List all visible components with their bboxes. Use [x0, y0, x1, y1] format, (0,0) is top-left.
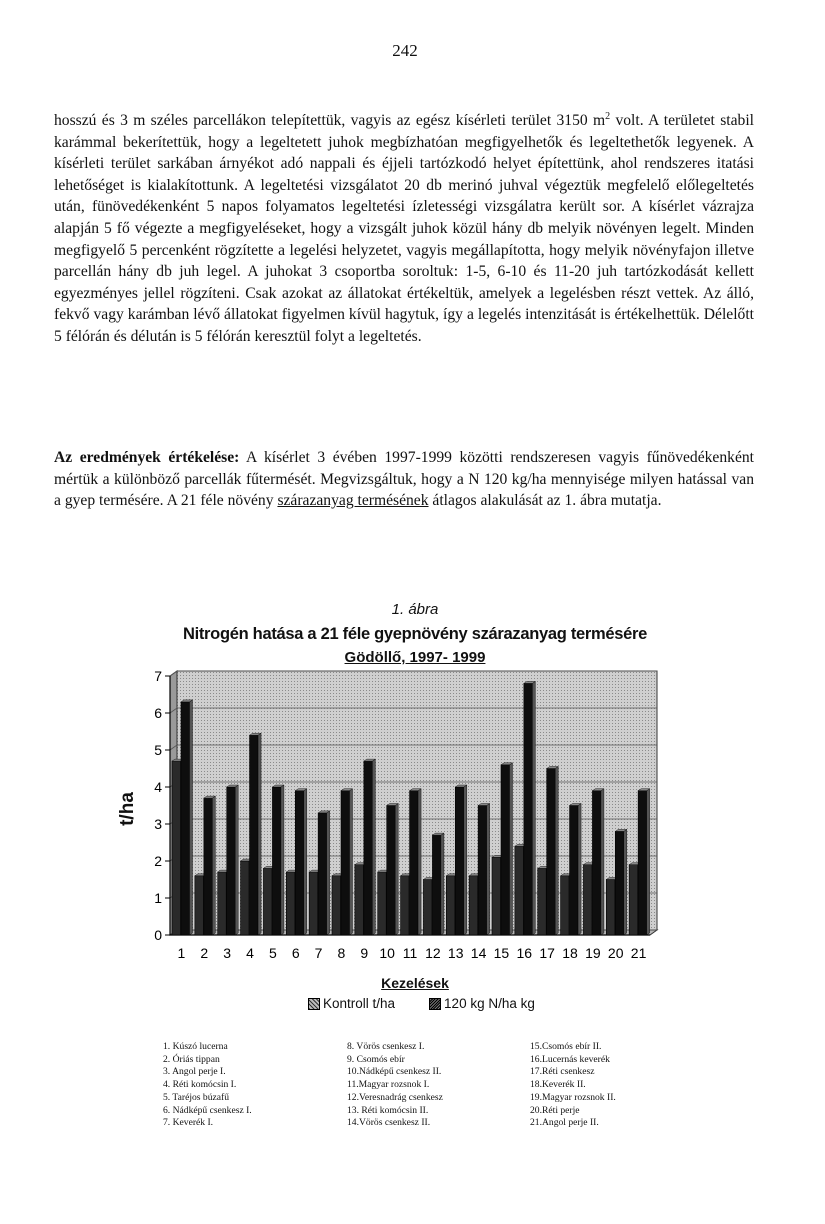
bar: [538, 868, 547, 935]
bar: [250, 735, 258, 935]
bar: [227, 787, 236, 935]
bar: [515, 846, 524, 935]
key-list-3: [530, 1041, 616, 1130]
y-tick-label: 5: [154, 742, 162, 758]
x-tick-label: 18: [562, 945, 578, 961]
figure-subtitle: Gödöllő, 1997- 1999: [344, 649, 486, 666]
bar: [524, 683, 533, 935]
bar: [432, 835, 441, 935]
key-item: 20.Réti perje: [530, 1104, 580, 1116]
key-item: 6. Nádképű csenkesz I.: [163, 1104, 252, 1116]
x-axis-label: Kezelések: [381, 975, 449, 991]
x-tick-label: 3: [223, 945, 232, 961]
x-tick-label: 10: [379, 945, 395, 961]
legend-swatch-n120: [429, 998, 441, 1010]
key-item: 13. Réti komócsin II.: [347, 1104, 429, 1116]
x-tick-label: 19: [585, 945, 601, 961]
bar: [364, 761, 373, 935]
x-tick-label: 6: [291, 945, 300, 961]
bar: [272, 787, 281, 935]
bar: [501, 765, 510, 935]
bar: [318, 813, 327, 935]
x-tick-label: 16: [516, 945, 533, 961]
x-tick-label: 17: [539, 945, 555, 961]
bar: [204, 798, 213, 935]
bar-side: [212, 796, 215, 935]
bar: [172, 761, 181, 935]
y-tick-label: 3: [154, 816, 162, 832]
bar-side: [395, 804, 398, 936]
bar: [241, 861, 250, 935]
legend-label-kontroll: Kontroll t/ha: [323, 996, 396, 1011]
bar-side: [235, 785, 238, 935]
bar: [570, 806, 579, 936]
x-tick-label: 12: [425, 945, 441, 961]
superscript: 2: [605, 110, 611, 122]
bar: [378, 872, 387, 935]
bar-side: [487, 804, 490, 936]
figure-label: 1. ábra: [391, 601, 439, 618]
results-heading: Az eredmények értékelése:: [54, 449, 240, 466]
bar-side: [441, 833, 444, 935]
bar-side: [647, 789, 650, 935]
bar: [309, 872, 318, 935]
legend-label-n120: 120 kg N/ha kg: [444, 996, 535, 1011]
bar-side: [510, 763, 513, 935]
bar: [629, 865, 638, 935]
y-axis-label-wrap: [108, 780, 148, 840]
bar: [446, 876, 455, 935]
y-tick-label: 2: [154, 853, 162, 869]
bar-side: [372, 759, 375, 935]
x-tick-label: 11: [402, 945, 418, 961]
para1-text-b: volt. A területet stabil karámmal bekerítettük, hogy a legeltetett juhok megbízhatóan megfigyelhetők és legeltethetők legyenek. A kísérleti terület sarkában árnyékot adó nappali és éjjeli tartózkodó helyet építettünk, ahol rendszeres itatási lehetőséget is kialakítottunk. A legeltetési vizsgálatot 20 db merinó juhval végeztük megfelelő előlegeltetés után, fünövedékenként 5 napos folyamatos legeltetési ízletességi vizsgálatra került sor. A kísérlet vázrajza alapján 5 fő végezte a megfigyeléseket, hogy a vizsgált juhok közül hány db melyik növényen legelt. Minden megfigyelő 5 percenként rögzítette a legelési helyzetet, vagyis megállapította, hogy melyik növényfajon illetve parcellán hány db juh legel. A juhokat 3 csoportba soroltuk: 1-5, 6-10 és 11-20 juh tartózkodását kellett egyezményes jellel rögzíteni. Csak azokat az állatokat értékeltük, amelyek a legelésben részt vettek. Az álló, fekvő vagy karámban lévő állatokat figyelmen kívül hagytuk, így a legelés intenzitását is értékelhettük. Délelőtt 5 félórán és délután is 5 félórán keresztül folyt a legeltetés.: [54, 112, 754, 345]
x-tick-label: 4: [246, 945, 254, 961]
x-tick-label: 8: [337, 945, 346, 961]
bar: [341, 791, 350, 935]
x-tick-label: 21: [630, 945, 647, 961]
para2-text-a: A kísérlet 3 évében 1997-1999 közötti rendszeresen vagyis fűnövedékenként mértük a különböző parcellák fűtermését. Megvizsgáltuk, hogy a N 120 kg/ha mennyisége milyen hatással van a gyep termésére. A 21 féle növény: [54, 449, 754, 510]
bar-side: [464, 785, 467, 935]
key-item: 3. Angol perje I.: [163, 1066, 226, 1078]
bar: [492, 857, 501, 935]
x-tick-label: 13: [447, 945, 464, 961]
y-tick-label: 0: [154, 927, 162, 943]
bar-side: [601, 789, 604, 935]
key-item: 10.Nádképű csenkesz II.: [347, 1066, 442, 1078]
para2-text-b: átlagos alakulását az 1. ábra mutatja.: [428, 492, 662, 510]
bar: [218, 872, 227, 935]
bar: [355, 865, 364, 935]
bar: [583, 865, 592, 935]
key-item: 21.Angol perje II.: [530, 1117, 599, 1129]
bar: [263, 868, 272, 935]
bar: [181, 702, 190, 935]
bar: [195, 876, 204, 935]
bar: [332, 876, 341, 935]
bar: [469, 876, 478, 935]
key-item: 15.Csomós ebír II.: [530, 1041, 602, 1052]
y-tick-label: 4: [154, 779, 162, 795]
bar: [387, 806, 396, 936]
y-tick-label: 7: [154, 668, 162, 684]
page-number: 242: [392, 41, 418, 60]
key-item: 9. Csomós ebír: [347, 1053, 405, 1065]
x-tick-label: 9: [360, 945, 369, 961]
key-item: 4. Réti komócsin I.: [163, 1079, 237, 1091]
legend-item-kontroll: [308, 996, 395, 1011]
bar-side: [258, 733, 261, 935]
key-item: 16.Lucernás keverék: [530, 1053, 610, 1065]
bar: [547, 769, 556, 936]
bar: [401, 876, 410, 935]
x-tick-label: 14: [470, 945, 487, 961]
bar-side: [532, 681, 535, 935]
bar-side: [190, 700, 193, 935]
x-tick-label: 20: [607, 945, 624, 961]
bar: [286, 872, 295, 935]
bar: [561, 876, 570, 935]
bar-side: [304, 789, 307, 935]
bar-side: [418, 789, 421, 935]
key-item: 14.Vörös csenkesz II.: [347, 1117, 431, 1129]
key-item: 2. Óriás tippan: [163, 1053, 220, 1065]
bar-side: [578, 804, 581, 936]
key-item: 19.Magyar rozsnok II.: [530, 1091, 616, 1103]
y-tick-label: 6: [154, 705, 162, 721]
legend-item-n120: [429, 996, 535, 1011]
key-item: 8. Vörös csenkesz I.: [347, 1041, 425, 1052]
key-list-2: [347, 1041, 443, 1130]
bar: [606, 880, 615, 936]
key-item: 17.Réti csenkesz: [530, 1066, 595, 1078]
x-tick-label: 2: [200, 945, 209, 961]
bar-side: [350, 789, 353, 935]
bar-side: [624, 829, 627, 935]
para1-text-a: hosszú és 3 m széles parcellákon telepítettük, vagyis az egész kísérleti terület 3150 m: [54, 112, 606, 129]
bar-side: [555, 767, 558, 936]
bar: [410, 791, 419, 935]
bar: [615, 831, 624, 935]
x-tick-label: 7: [314, 945, 323, 961]
key-list-1: [163, 1041, 252, 1130]
x-tick-label: 1: [177, 945, 186, 961]
key-item: 18.Keverék II.: [530, 1079, 586, 1091]
bar-side: [281, 785, 284, 935]
legend-swatch-kontroll: [308, 998, 320, 1010]
chart-legend: [308, 996, 535, 1011]
bar: [455, 787, 464, 935]
bar: [423, 880, 432, 936]
x-tick-label: 5: [268, 945, 277, 961]
bar-side: [327, 811, 330, 935]
bar: [478, 806, 487, 936]
key-item: 12.Veresnadrág csenkesz: [347, 1091, 443, 1103]
x-tick-label: 15: [493, 945, 510, 961]
key-item: 5. Taréjos búzafű: [163, 1091, 230, 1103]
bar: [638, 791, 647, 935]
para2-underlined: szárazanyag termésének: [277, 492, 429, 510]
figure-title: Nitrogén hatása a 21 féle gyepnövény szárazanyag termésére: [182, 625, 648, 643]
bar: [592, 791, 601, 935]
key-item: 7. Keverék I.: [163, 1117, 214, 1129]
y-axis-label: t/ha: [117, 792, 138, 826]
y-tick-label: 1: [154, 890, 162, 906]
bar: [295, 791, 304, 935]
key-item: 1. Kúszó lucerna: [163, 1041, 228, 1052]
key-item: 11.Magyar rozsnok I.: [347, 1079, 430, 1091]
